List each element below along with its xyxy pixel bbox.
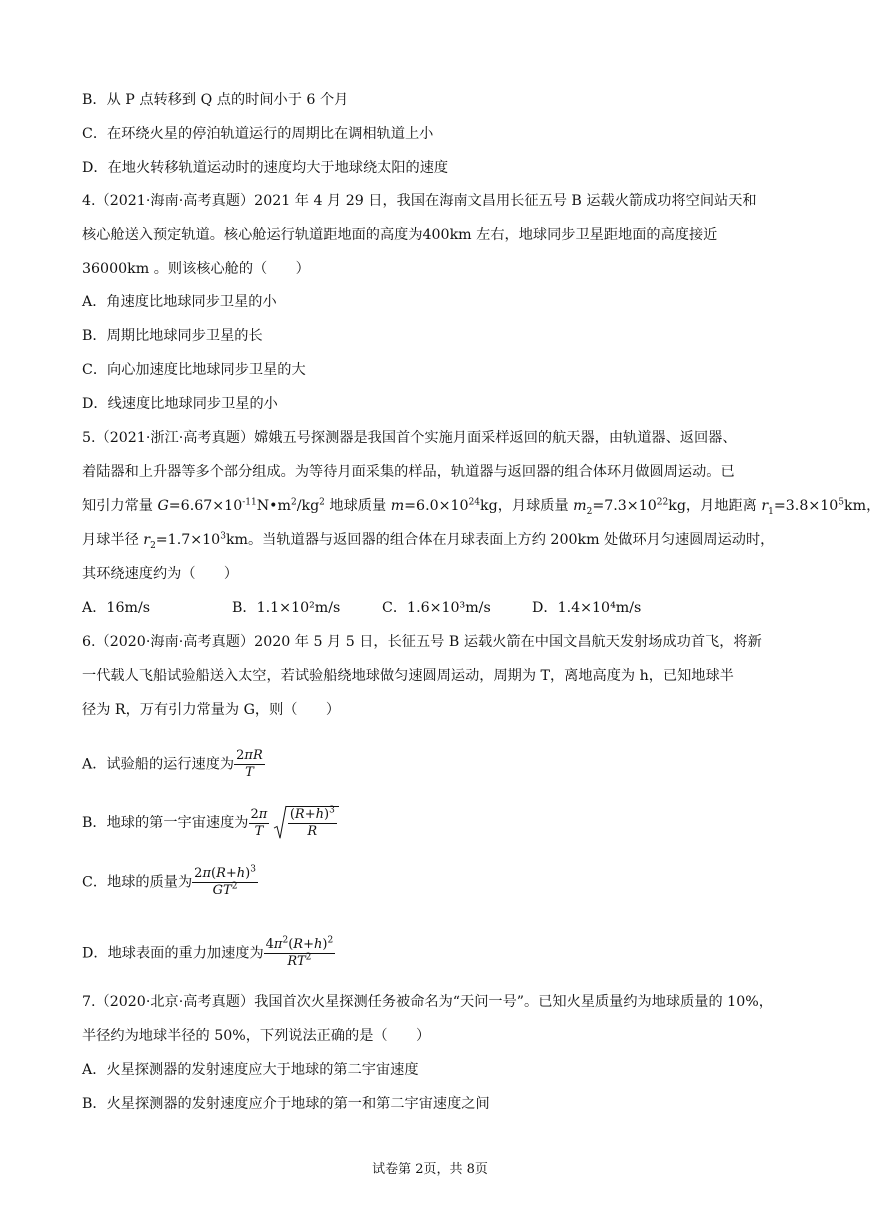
q6-option-d-text: D．地球表面的重力加速度为 — [82, 945, 264, 962]
q6-stem-line1: 6.（2020·海南·高考真题）2020 年 5 月 5 日，长征五号 B 运载火箭在中国文昌航天发射场成功首飞，将新 — [82, 634, 762, 650]
q5-stem-line4: 月球半径 $r_2=1.7\times 10^3km$。当轨道器与返回器的组合体在月球表面上方约 200km 处做环月匀速圆周运动时， — [82, 531, 775, 551]
radical-icon — [274, 806, 286, 840]
q6-option-d — [82, 937, 335, 970]
q6-option-a-text: A．试验船的运行速度为 — [82, 756, 235, 773]
q6-stem-line2: 一代载人飞船试验船送入太空，若试验船绕地球做匀速圆周运动，周期为 T，离地高度为 h，已知地球半 — [82, 668, 734, 684]
q6-option-d-formula: $\frac{4\pi^2(R+h)^2}{RT^2}$ — [265, 935, 334, 969]
q7-stem-line2: 半径约为地球半径的 50%，下列说法正确的是（ ） — [82, 1028, 431, 1044]
q5-stem-line2: 着陆器和上升器等多个部分组成。为等待月面采集的样品，轨道器与返回器的组合体环月做圆周运动。已 — [82, 464, 735, 480]
q6-option-b-text: B．地球的第一宇宙速度为 — [82, 815, 249, 831]
q6-option-c — [82, 866, 258, 899]
q6-option-b-sqrt: $\frac{(R+h)^3}{R}$ — [274, 806, 339, 840]
q5-stem-line1: 5.（2021·浙江·高考真题）嫦娥五号探测器是我国首个实施月面采样返回的航天器，由轨道器、返回器、 — [82, 430, 737, 446]
q5-option-b: B．1.1×10²m/s — [232, 600, 341, 616]
q5-options-row — [82, 598, 782, 618]
q7-option-b: B．火星探测器的发射速度应介于地球的第一和第二宇宙速度之间 — [82, 1096, 490, 1112]
q5-stem-line3: 知引力常量 $G=6.67\times 10^{-11}N•m^2/kg^2$ 地球质量 $m=6.0\times 10^{24}kg$，月球质量 $m_2=7.3\times 10^{22}kg$，月地距离 $r_1=3.8\times 10^5km$， — [82, 497, 880, 517]
q5-option-a: A．16m/s — [82, 600, 151, 616]
q3-option-b: B．从 P 点转移到 Q 点的时间小于 6 个月 — [82, 92, 349, 108]
q5-option-d: D．1.4×10⁴m/s — [532, 600, 642, 616]
q6-option-a — [82, 748, 265, 781]
q4-option-c: C．向心加速度比地球同步卫星的大 — [82, 362, 306, 378]
q6-stem-line3: 径为 R，万有引力常量为 G，则（ ） — [82, 702, 341, 718]
q5-option-c: C．1.6×10³m/s — [382, 600, 491, 616]
q6-option-b-formula-frac: $\frac{2\pi}{T}$ — [250, 806, 268, 839]
q4-option-a: A．角速度比地球同步卫星的小 — [82, 294, 277, 310]
q4-stem-line1: 4.（2021·海南·高考真题）2021 年 4 月 29 日，我国在海南文昌用长征五号 B 运载火箭成功将空间站天和 — [82, 193, 757, 209]
q4-stem-line3: 36000km 。则该核心舱的（ ） — [82, 261, 310, 277]
q6-option-c-text: C．地球的质量为 — [82, 874, 193, 891]
q6-option-c-formula: $\frac{2\pi(R+h)^3}{GT^2}$ — [194, 864, 256, 898]
q4-stem-line2: 核心舱送入预定轨道。核心舱运行轨道距地面的高度为400km 左右，地球同步卫星距地面的高度接近 — [82, 227, 718, 243]
q5-stem-line5: 其环绕速度约为（ ） — [82, 566, 239, 582]
q7-option-a: A．火星探测器的发射速度应大于地球的第二宇宙速度 — [82, 1062, 419, 1078]
q6-option-b — [82, 806, 339, 840]
q4-option-b: B．周期比地球同步卫星的长 — [82, 328, 263, 344]
page-footer: 试卷第 2页，共 8页 — [372, 1162, 488, 1177]
q6-option-a-formula: $\frac{2\pi R}{T}$ — [236, 748, 263, 780]
q4-option-d: D．线速度比地球同步卫星的小 — [82, 396, 278, 412]
q7-stem-line1: 7.（2020·北京·高考真题）我国首次火星探测任务被命名为“天问一号”。已知火星质量约为地球质量的 10%， — [82, 994, 773, 1010]
q3-option-c: C．在环绕火星的停泊轨道运行的周期比在调相轨道上小 — [82, 126, 434, 142]
q3-option-d: D．在地火转移轨道运动时的速度均大于地球绕太阳的速度 — [82, 160, 449, 176]
